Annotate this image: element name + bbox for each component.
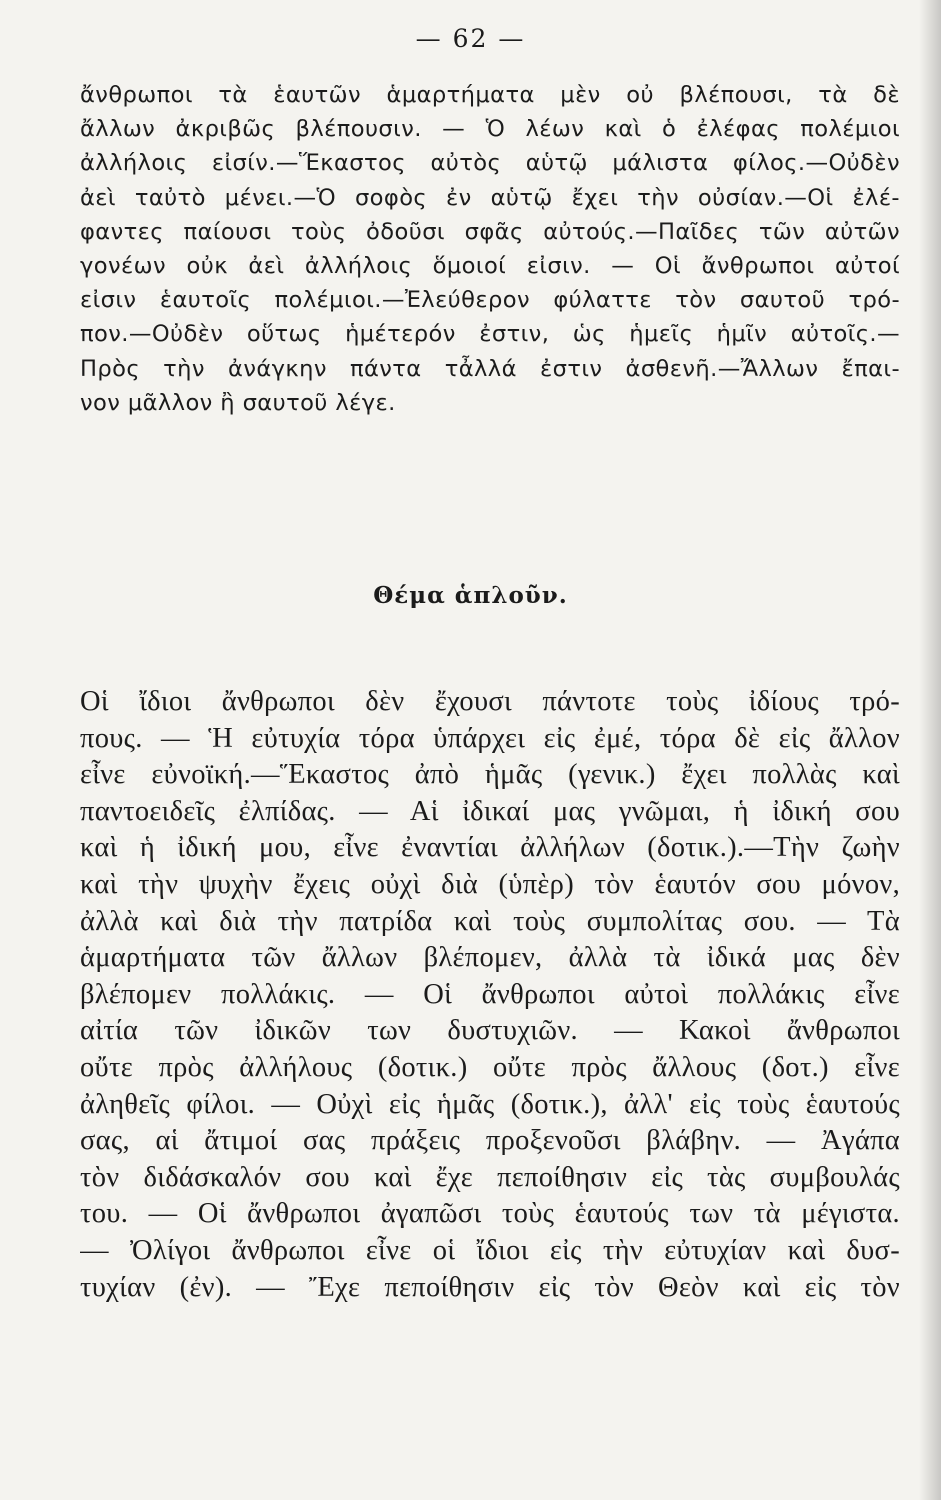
- page-number: — 62 —: [415, 24, 526, 53]
- text-line: εἶνε εὐνοϊκή.—Ἕκαστος ἀπὸ ἡμᾶς (γενικ.) ἔχει πολλὰς καὶ: [80, 759, 900, 791]
- text-line: πους. — Ἡ εὐτυχία τόρα ὑπάρχει εἰς ἐμέ, τόρα δὲ εἰς ἄλλον: [80, 722, 900, 754]
- text-line: ἀλλὰ καὶ διὰ τὴν πατρίδα καὶ τοὺς συμπολίτας σου. — Τὰ: [80, 905, 900, 937]
- text-line: οὔτε πρὸς ἀλλήλους (δοτικ.) οὔτε πρὸς ἄλλους (δοτ.) εἶνε: [80, 1051, 900, 1083]
- paragraph-exercise: [80, 684, 900, 1306]
- text-line: παντοειδεῖς ἐλπίδας. — Αἱ ἰδικαί μας γνῶμαι, ἡ ἰδική σου: [80, 795, 900, 827]
- text-line: εἰσιν ἑαυτοῖς πολέμιοι.—Ἐλεύθερον φύλαττε τὸν σαυτοῦ τρό-: [80, 287, 900, 314]
- text-line: φαντες παίουσι τοὺς ὀδοῦσι σφᾶς αὐτούς.—Παῖδες τῶν αὐτῶν: [80, 218, 900, 245]
- text-line: ἄνθρωποι τὰ ἑαυτῶν ἁμαρτήματα μὲν οὐ βλέπουσι, τὰ δὲ: [80, 82, 900, 108]
- paragraph-greek-sentences: [80, 78, 900, 420]
- section-heading: Θέμα ἁπλοῦν.: [373, 582, 568, 609]
- text-line: νον μᾶλλον ἢ σαυτοῦ λέγε.: [80, 389, 396, 416]
- text-line: Πρὸς τὴν ἀνάγκην πάντα τἆλλά ἐστιν ἀσθενῆ.—Ἄλλων ἔπαι-: [80, 355, 900, 382]
- text-line: αἰτία τῶν ἰδικῶν των δυστυχιῶν. — Κακοὶ ἄνθρωποι: [80, 1015, 900, 1047]
- text-line: τὸν διδάσκαλόν σου καὶ ἔχε πεποίθησιν εἰς τὰς συμβουλάς: [80, 1161, 900, 1193]
- page-gutter-shadow: [919, 0, 941, 1500]
- text-line: τυχίαν (ἐν). — Ἔχε πεποίθησιν εἰς τὸν Θεὸν καὶ εἰς τὸν: [80, 1271, 900, 1303]
- text-line: βλέπομεν πολλάκις. — Οἱ ἄνθρωποι αὐτοὶ πολλάκις εἶνε: [80, 978, 900, 1010]
- text-line: του. — Οἱ ἄνθρωποι ἀγαπῶσι τοὺς ἑαυτούς των τὰ μέγιστα.: [80, 1198, 900, 1230]
- text-line: ἀεὶ ταὐτὸ μένει.—Ὁ σοφὸς ἐν αὑτῷ ἔχει τὴν οὐσίαν.—Οἱ ἐλέ-: [80, 184, 900, 211]
- text-line: καὶ τὴν ψυχὴν ἔχεις οὐχὶ διὰ (ὑπὲρ) τὸν ἑαυτόν σου μόνον,: [80, 868, 900, 900]
- text-line: ἀληθεῖς φίλοι. — Οὐχὶ εἰς ἡμᾶς (δοτικ.), ἀλλ' εἰς τοὺς ἑαυτούς: [80, 1088, 900, 1120]
- text-line: σας, αἱ ἄτιμοί σας πράξεις προξενοῦσι βλάβην. — Ἀγάπα: [80, 1125, 900, 1157]
- text-line: καὶ ἡ ἰδική μου, εἶνε ἐναντίαι ἀλλήλων (δοτικ.).—Τὴν ζωὴν: [80, 832, 900, 864]
- text-line: Οἱ ἴδιοι ἄνθρωποι δὲν ἔχουσι πάντοτε τοὺς ἰδίους τρό-: [80, 686, 900, 717]
- text-line: ἄλλων ἀκριβῶς βλέπουσιν. — Ὁ λέων καὶ ὁ ἐλέφας πολέμιοι: [80, 116, 900, 143]
- text-line: ἁμαρτήματα τῶν ἄλλων βλέπομεν, ἀλλὰ τὰ ἰδικά μας δὲν: [80, 942, 900, 974]
- text-line: πον.—Οὐδὲν οὕτως ἡμέτερόν ἐστιν, ὡς ἡμεῖς ἡμῖν αὐτοῖς.—: [80, 321, 900, 348]
- text-line: γονέων οὐκ ἀεὶ ἀλλήλοις ὅμοιοί εἰσιν. — Οἱ ἄνθρωποι αὐτοί: [80, 253, 900, 280]
- text-line: ἀλλήλοις εἰσίν.—Ἕκαστος αὐτὸς αὑτῷ μάλιστα φίλος.—Οὐδὲν: [80, 150, 900, 177]
- text-line: — Ὀλίγοι ἄνθρωποι εἶνε οἱ ἴδιοι εἰς τὴν εὐτυχίαν καὶ δυσ-: [80, 1234, 900, 1266]
